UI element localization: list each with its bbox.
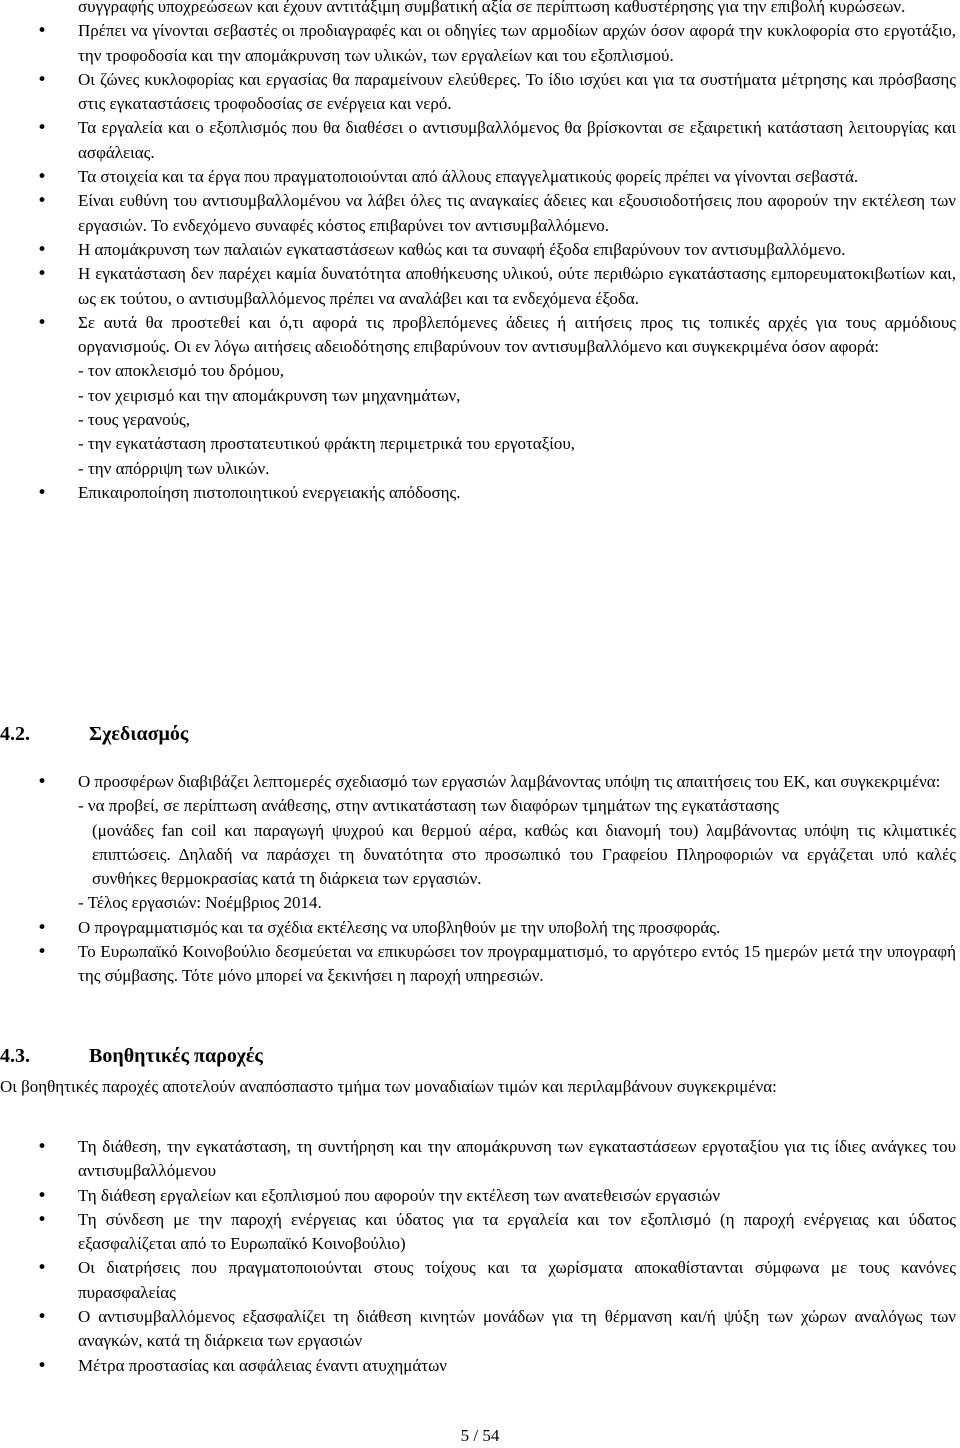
section-number: 4.2.	[0, 723, 30, 745]
design-subitem-continued: (μονάδες fan coil και παραγωγή ψυχρού και θερμού αέρα, καθώς και διανομή του) λαμβάνοντας υπόψη τις κλιματικές επιπτώσεις. Δηλαδή να παράσχει τη δυνατότητα στο προσωπικό του Γραφείου Πληροφοριών να εργάζεται υπό καλές συνθήκες θερμοκρασίας κατά τη διάρκεια των εργασιών.	[92, 820, 956, 889]
list-item: • Οι διατρήσεις που πραγματοποιούνται στους τοίχους και τα χωρίσματα αποκαθίστανται σύμφωνα με τους κανόνες πυρασφαλείας	[0, 1256, 960, 1305]
section-title: Βοηθητικές παροχές	[89, 1045, 263, 1067]
page-number: 5 / 54	[460, 1426, 500, 1445]
design-subitem: - Τέλος εργασιών: Νοέμβριος 2014.	[78, 893, 322, 913]
section-title: Σχεδιασμός	[89, 723, 189, 745]
list-item: συγγραφής υποχρεώσεων και έχουν αντιτάξιμη συμβατική αξία σε περίπτωση καθυστέρησης για την επιβολή κυρώσεων.	[78, 0, 906, 16]
list-item: • Τη διάθεση εργαλείων και εξοπλισμού που αφορούν την εκτέλεση των ανατεθεισών εργασιών	[0, 1184, 960, 1208]
permits-text: Σε αυτά θα προστεθεί και ό,τι αφορά τις προβλεπόμενες άδειες ή αιτήσεις προς τις τοπικές αρχές για τους αρμόδιους οργανισμούς. Οι εν λόγω αιτήσεις αδειοδότησης επιβαρύνουν τον αντισυμβαλλόμενο και συγκεκριμένα όσον αφορά:	[78, 312, 956, 357]
list-item: • Τη διάθεση, την εγκατάσταση, τη συντήρηση και την απομάκρυνση των εγκαταστάσεων εργοταξίου για τις ίδιες ανάγκες του αντισυμβαλλόμενου	[0, 1135, 960, 1184]
list-item: • Το Ευρωπαϊκό Κοινοβούλιο δεσμεύεται να επικυρώσει τον προγραμματισμό, το αργότερο εντός 15 ημερών μετά την υπογραφή της σύμβασης. Τότε μόνο μπορεί να ξεκινήσει η παροχή υπηρεσιών.	[0, 940, 960, 989]
list-item: • Τα στοιχεία και τα έργα που πραγματοποιούνται από άλλους επαγγελματικούς φορείς πρέπει να γίνονται σεβαστά.	[0, 165, 960, 189]
permit-subitem: - την απόρριψη των υλικών.	[78, 458, 270, 478]
list-item: • Η εγκατάσταση δεν παρέχει καμία δυνατότητα αποθήκευσης υλικού, ούτε περιθώριο εγκατάστασης εμπορευματοκιβωτίων και, ως εκ τούτου, ο αντισυμβαλλόμενος πρέπει να αναλάβει και τα ενδεχόμενα έξοδα.	[0, 262, 960, 311]
permit-subitem: - τον αποκλεισμό του δρόμου,	[78, 361, 284, 381]
design-list-block	[0, 770, 960, 989]
requirements-list	[0, 0, 960, 505]
section-intro: Οι βοηθητικές παροχές αποτελούν αναπόσπαστο τμήμα των μοναδιαίων τιμών και περιλαμβάνουν συγκεκριμένα:	[0, 1077, 777, 1096]
design-subitem: - να προβεί, σε περίπτωση ανάθεσης, στην αντικατάσταση των διαφόρων τμημάτων της εγκατάστασης	[78, 796, 779, 816]
list-item	[0, 311, 960, 481]
design-item-text: Ο προσφέρων διαβιβάζει λεπτομερές σχεδιασμό των εργασιών λαμβάνοντας υπόψη τις απαιτήσεις του ΕΚ, και συγκεκριμένα:	[78, 772, 941, 791]
list-item: • Οι ζώνες κυκλοφορίας και εργασίας θα παραμείνουν ελεύθερες. Το ίδιο ισχύει και για τα συστήματα μέτρησης και πρόσβασης στις εγκαταστάσεις τροφοδοσίας σε ενέργεια και νερό.	[0, 68, 960, 117]
section-number: 4.3.	[0, 1045, 30, 1067]
permit-subitem: - τον χειρισμό και την απομάκρυνση των μηχανημάτων,	[78, 385, 461, 405]
list-item: • Η απομάκρυνση των παλαιών εγκαταστάσεων καθώς και τα συναφή έξοδα επιβαρύνουν τον αντισυμβαλλόμενο.	[0, 238, 960, 262]
list-item: • Ο αντισυμβαλλόμενος εξασφαλίζει τη διάθεση κινητών μονάδων για τη θέρμανση και/ή ψύξη των χώρων αναλόγως των αναγκών, κατά τη διάρκεια των εργασιών	[0, 1305, 960, 1354]
auxiliary-list-block	[0, 1135, 960, 1378]
design-list	[0, 770, 960, 989]
section-heading-4-2	[0, 720, 960, 748]
permit-subitem: - την εγκατάσταση προστατευτικού φράκτη περιμετρικά του εργοταξίου,	[78, 434, 576, 454]
list-item: • Τα εργαλεία και ο εξοπλισμός που θα διαθέσει ο αντισυμβαλλόμενος θα βρίσκονται σε εξαιρετική κατάσταση λειτουργίας και ασφάλειας.	[0, 116, 960, 165]
list-item: • Ο προγραμματισμός και τα σχέδια εκτέλεσης να υποβληθούν με την υποβολή της προσφοράς.	[0, 916, 960, 940]
list-item: • Επικαιροποίηση πιστοποιητικού ενεργειακής απόδοσης.	[0, 481, 960, 505]
requirements-list-block	[0, 0, 960, 505]
permit-subitem: - τους γερανούς,	[78, 410, 190, 430]
list-item: • Είναι ευθύνη του αντισυμβαλλομένου να λάβει όλες τις αναγκαίες άδειες και εξουσιοδοτήσεις που αφορούν την εκτέλεση των εργασιών. Το ενδεχόμενο συναφές κόστος επιβαρύνει τον αντισυμβαλλόμενο.	[0, 189, 960, 238]
list-item	[0, 770, 960, 916]
list-item: • Μέτρα προστασίας και ασφάλειας έναντι ατυχημάτων	[0, 1354, 960, 1378]
section-heading-4-3	[0, 1042, 960, 1070]
list-item: • Πρέπει να γίνονται σεβαστές οι προδιαγραφές και οι οδηγίες των αρμοδίων αρχών όσον αφορά την κυκλοφορία στο εργοτάξιο, την τροφοδοσία και την απομάκρυνση των υλικών, των εργαλείων και του εξοπλισμού.	[0, 19, 960, 68]
list-item: • Τη σύνδεση με την παροχή ενέργειας και ύδατος για τα εργαλεία και τον εξοπλισμό (η παροχή ενέργειας και ύδατος εξασφαλίζεται από το Ευρωπαϊκό Κοινοβούλιο)	[0, 1208, 960, 1257]
auxiliary-list	[0, 1135, 960, 1378]
